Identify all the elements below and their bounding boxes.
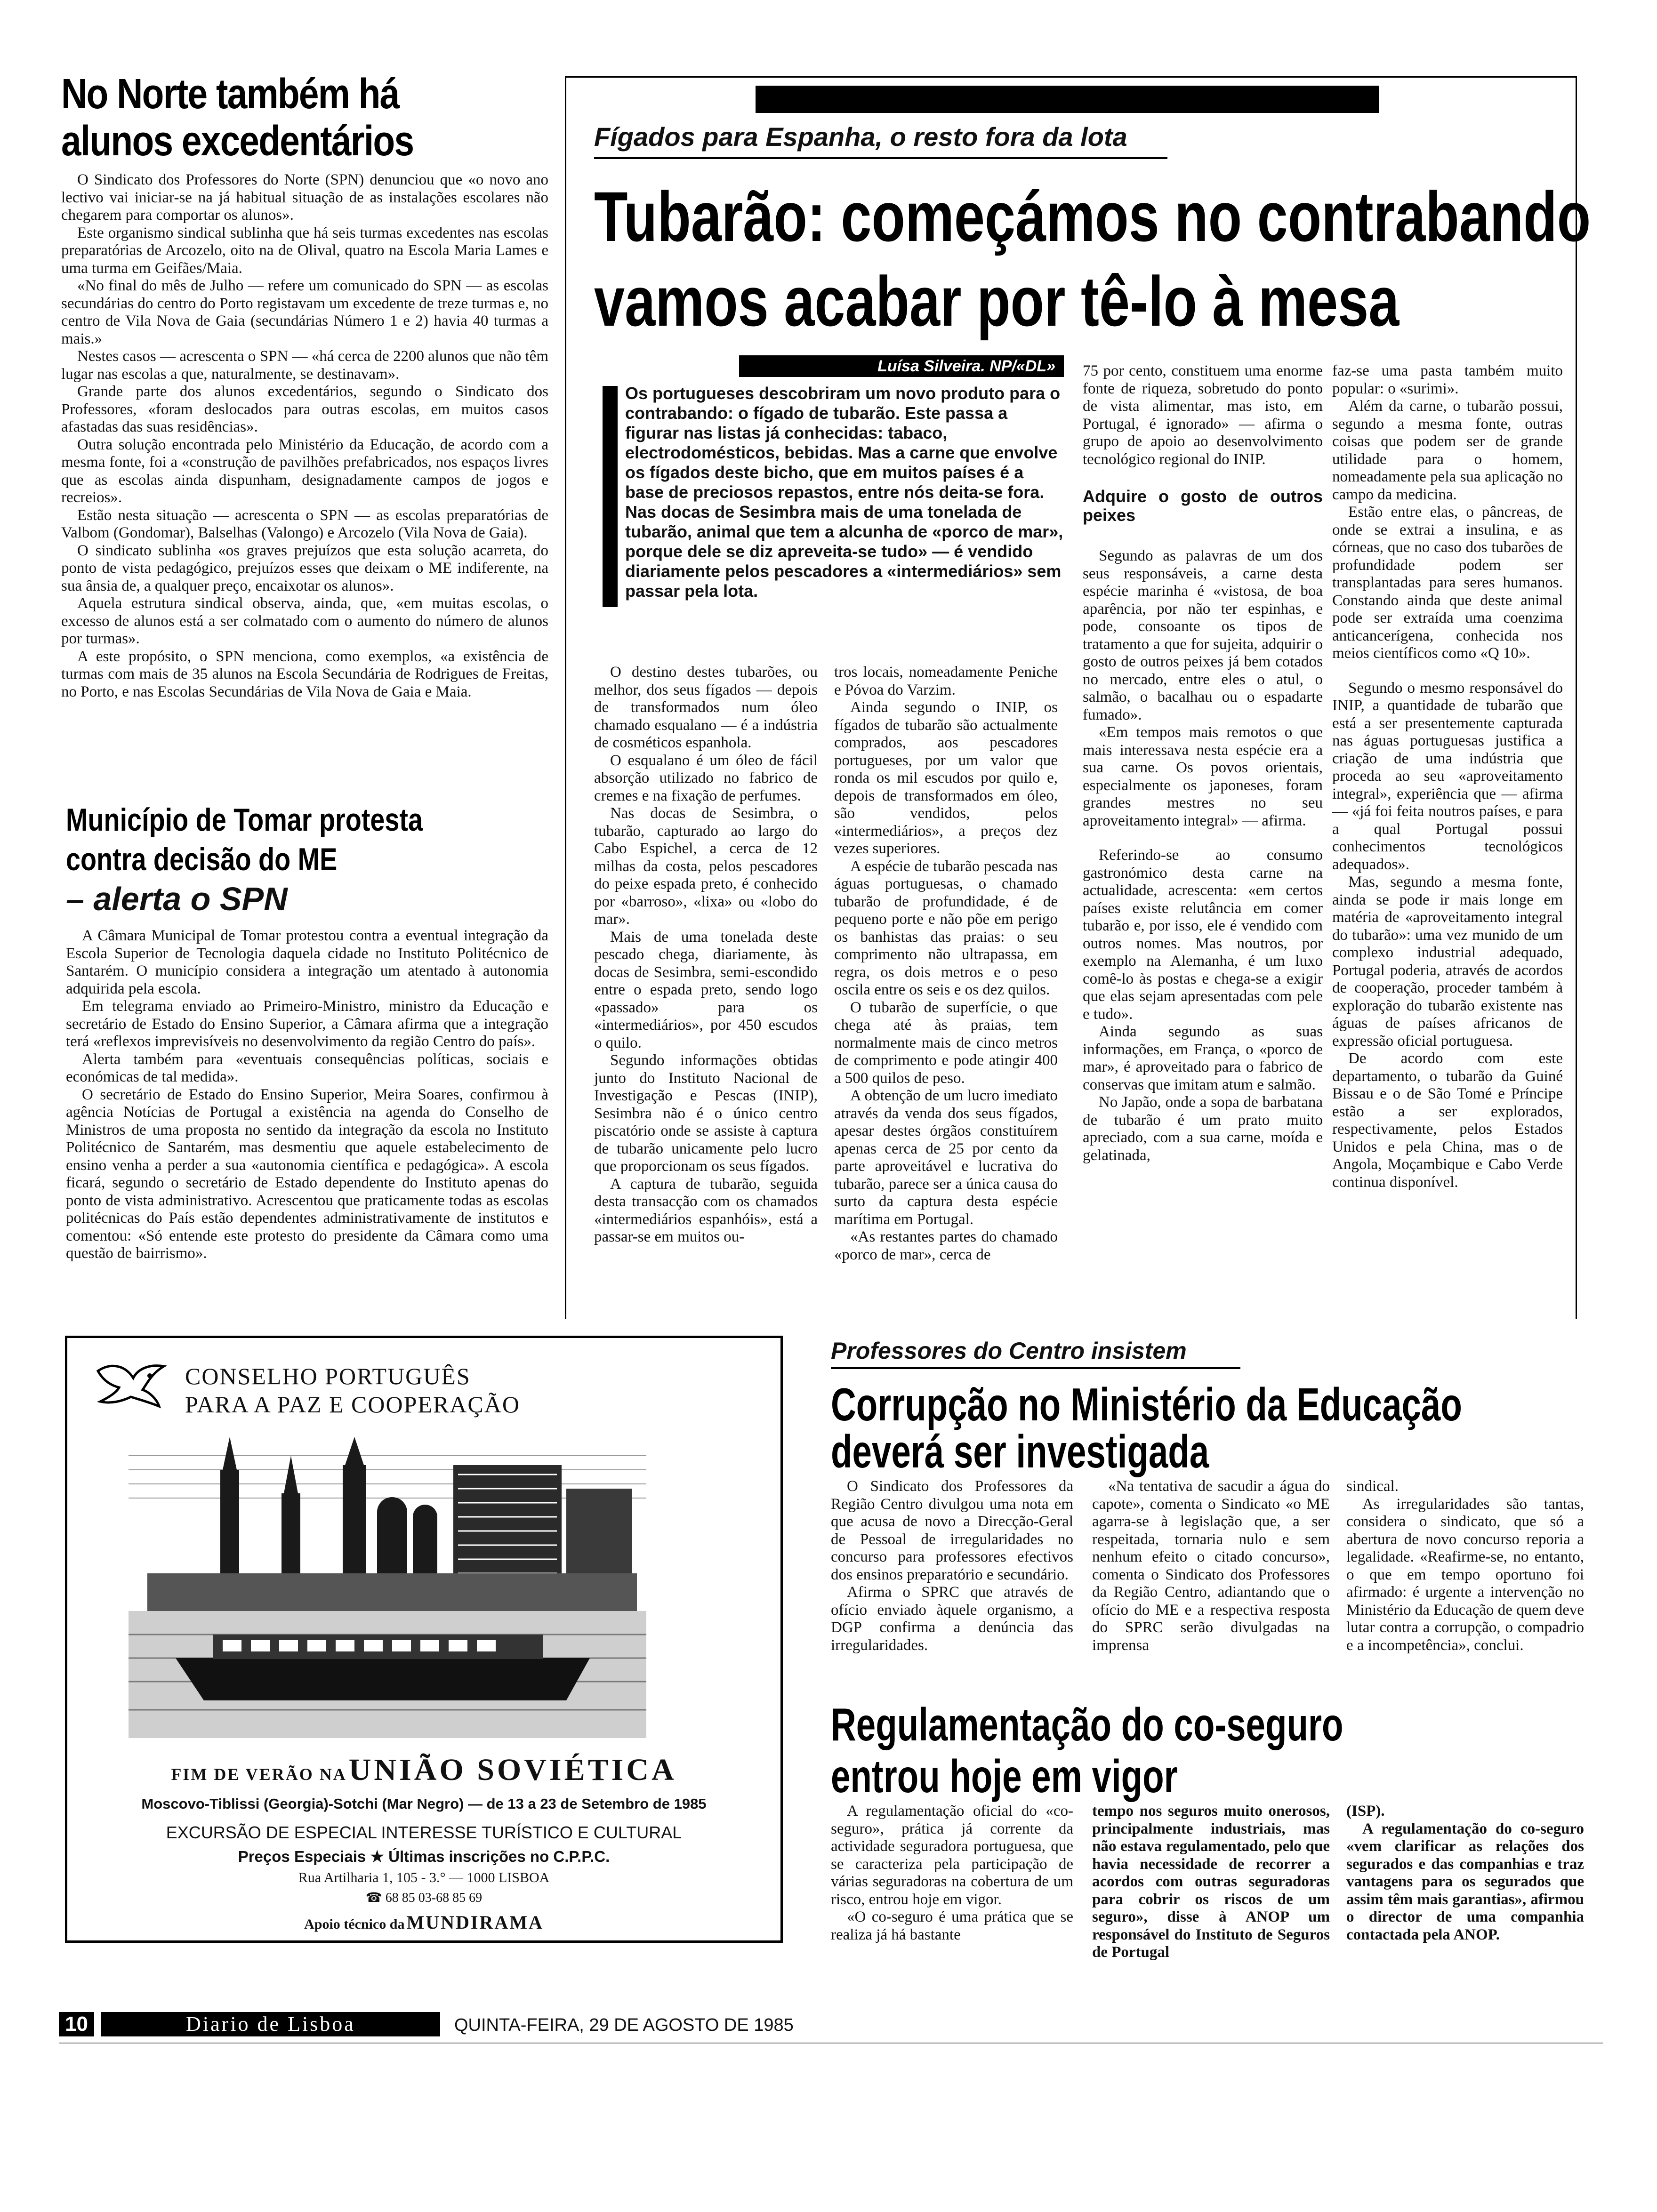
lead-bar: [603, 386, 618, 607]
paragraph: Estão nesta situação — acrescenta o SPN — as escolas preparatórias de Valbom (Gondomar), Balselhas (Valongo) e Arcozelo (Vila Nova de Gaia).: [61, 506, 548, 541]
paragraph: «Em tempos mais remotos o que mais interessava nesta espécie era a sua carne. Os povos orientais, especialmente os japoneses, foram grandes mestres no seu aproveitamento integral» — afirma.: [1083, 724, 1323, 829]
centro-kicker: Professores do Centro insistem: [831, 1338, 1187, 1364]
paragraph: O destino destes tubarões, ou melhor, dos seus fígados — depois de transformados num óleo chamado esqualano — é a indústria de cosméticos espanhola.: [594, 664, 818, 751]
paragraph: A captura de tubarão, seguida desta transacção com os chamados «intermediários espanhóis», está a passar-se em muitos ou-: [594, 1175, 818, 1245]
paragraph: De acordo com este departamento, o tubarão da Guiné Bissau e o de São Tomé e Príncipe estão a ser explorados, respectivamente, pelos Estados Unidos e pela China, mas o de Angola, Moçambique e Cabo Verde continua disponível.: [1332, 1050, 1563, 1191]
kicker-underline: [594, 157, 1167, 159]
centro-col-1: [831, 1478, 1073, 1654]
paragraph: O sindicato sublinha «os graves prejuízos que esta solução acarreta, do ponto de vista pedagógico, prejuízos esses que deixam o ME indiferente, na sua ânsia de, a qualquer preço, encaixotar os alunos».: [61, 542, 548, 594]
seguro-headline-1: Regulamentação do co-seguro: [831, 1699, 1343, 1750]
article-norte-headline: No Norte também há alunos excedentários: [61, 71, 414, 165]
paragraph: (ISP).: [1346, 1803, 1385, 1819]
article-norte: [61, 71, 548, 701]
paragraph: Além da carne, o tubarão possui, segundo a mesma fonte, outras coisas que podem ser de grande utilidade para o homem, nomeadamente pela sua aplicação no campo da medicina.: [1332, 398, 1563, 503]
paragraph: «No final do mês de Julho — refere um comunicado do SPN — as escolas secundárias do centro do Porto registavam um excedente de treze turmas e, no centro de Vila Nova de Gaia (secundárias Número 1 e 2) havia 40 turmas a mais.»: [61, 277, 548, 347]
article-norte-body: [61, 171, 548, 701]
paragraph: faz-se uma pasta também muito popular: o «surimi».: [1332, 362, 1563, 397]
seguro-col-3: [1346, 1803, 1584, 1944]
paragraph: A este propósito, o SPN menciona, como exemplos, «a existência de turmas com mais de 35 alunos na Escola Secundária de Rodrigues de Freitas, no Porto, e nas Escolas Secundárias de Vila Nova de Gaia e Maia.: [61, 648, 548, 700]
main-article-kicker: Fígados para Espanha, o resto fora da lota: [594, 122, 1127, 152]
paragraph: Afirma o SPRC que através de ofício enviado àquele organismo, a DGP confirma a denúncia das irregularidades.: [831, 1584, 1073, 1654]
paragraph: O Sindicato dos Professores do Norte (SPN) denunciou que «o novo ano lectivo vai iniciar-se na já habitual situação de as instalações escolares não chegarem para comportar os alunos».: [61, 171, 548, 224]
masthead: Diario de Lisboa: [101, 2012, 440, 2036]
paragraph: Em telegrama enviado ao Primeiro-Ministro, ministro da Educação e secretário de Estado do Ensino Superior, a Câmara afirma que a integração terá «reflexos imprevisíveis no desenvolvimento da região Centro do país».: [66, 998, 548, 1050]
main-col-1: [594, 664, 818, 1246]
main-col-3: [1083, 362, 1323, 1164]
footer-date: QUINTA-FEIRA, 29 DE AGOSTO DE 1985: [454, 2015, 794, 2035]
paragraph: Segundo as palavras de um dos seus responsáveis, a carne desta espécie marinha é «vistosa, de boa aparência, por não ter espinhas, e pode, consoante os tipos de tratamento a que for sujeita, adquirir o gosto de outros peixes já bem cotados no mercado, entre eles o atul, o salmão, o bacalhau ou o espadarte fumado».: [1083, 547, 1323, 723]
paragraph: Grande parte dos alunos excedentários, segundo o Sindicato dos Professores, «foram deslocados para outras escolas, em muitos casos afastadas das suas residências».: [61, 383, 548, 435]
paragraph: A regulamentação oficial do «co-seguro», prática já corrente da actividade seguradora portuguesa, que se caracteriza pela participação de várias seguradoras na cobertura de um risco, entrou hoje em vigor.: [831, 1803, 1073, 1908]
article-tomar-headline-1: Município de Tomar protesta: [66, 802, 423, 838]
paragraph: O Sindicato dos Professores da Região Centro divulgou uma nota em que acusa de novo a Direcção-Geral de Pessoal de irregularidades no concurso para professores efectivos dos ensinos preparatório e secundário.: [831, 1478, 1073, 1583]
advert-title-big: UNIÃO SOVIÉTICA: [348, 1753, 677, 1787]
paragraph: O secretário de Estado do Ensino Superior, Meira Soares, confirmou à agência Notícias de Portugal a existência na agenda do Conselho de Ministros de uma proposta no sentido da integração da escola no Instituto Politécnico de Santarém, mas desmentiu que aquele estabelecimento de ensino venha a perder a sua «autonomia científica e pedagógica». A escola ficará, segundo o secretário de Estado dependente do Instituto apenas do ponto de vista administrativo. Acrescentou que praticamente todas as escolas politécnicas do País estão dependentes administrativamente de institutos e comentou: «Só entende este protesto do presidente da Câmara como uma questão de bairrismo».: [66, 1086, 548, 1262]
paragraph: A Câmara Municipal de Tomar protestou contra a eventual integração da Escola Superior de Tecnologia daquela cidade no Instituto Politécnico de Santarém. O município considera a integração um atentado à autonomia adquirida pela escola.: [66, 927, 548, 997]
paragraph: Este organismo sindical sublinha que há seis turmas excedentes nas escolas preparatórias de Arcozelo, oito na de Olival, quatro na Escola Maria Lames e uma turma em Geifães/Maia.: [61, 224, 548, 277]
paragraph: «As restantes partes do chamado «porco de mar», cerca de: [834, 1228, 1058, 1263]
page-number: 10: [59, 2012, 94, 2036]
advert-phone: ☎ 68 85 03-68 85 69: [365, 1891, 483, 1905]
paragraph: O esqualano é um óleo de fácil absorção utilizado no fabrico de cremes e na fixação de perfumes.: [594, 752, 818, 804]
advert-org-line-1: CONSELHO PORTUGUÊS: [185, 1363, 471, 1389]
paragraph: Nestes casos — acrescenta o SPN — «há cerca de 2200 alunos que não têm lugar nas escolas a que, naturalmente, se destinavam».: [61, 348, 548, 383]
seguro-col-2: [1092, 1803, 1330, 1962]
dove-icon: [93, 1357, 169, 1413]
advert-org-line-2: PARA A PAZ E COOPERAÇÃO: [185, 1391, 520, 1418]
advert-excursion: EXCURSÃO DE ESPECIAL INTERESSE TURÍSTICO E CULTURAL: [166, 1823, 682, 1842]
paragraph: «O co-seguro é uma prática que se realiza já há bastante: [831, 1908, 1073, 1943]
paragraph: Outra solução encontrada pelo Ministério da Educação, de acordo com a mesma fonte, foi a «construção de pavilhões prefabricados, nos espaços livres que as escolas ainda dispunham, designadamente campos de jogos e recreios».: [61, 436, 548, 506]
paragraph: Referindo-se ao consumo gastronómico desta carne na actualidade, acrescenta: «em certos países existe relutância em comer tubarão e, por isso, ele é vendido com outros nomes. Mas noutros, por exemplo na Alemanha, é um luxo comê-lo às postas e chega-se a exigir que elas sejam apresentadas com pele e tudo».: [1083, 847, 1323, 1023]
moscow-skyline-illustration: [129, 1437, 646, 1738]
paragraph: As irregularidades são tantas, considera o sindicato, que só a abertura de novo concurso reporia a legalidade. «Reafirme-se, no entanto, o que em tempo oportuno foi afirmado: é urgente a intervenção no Ministério da Educação de quem deve lutar contra a corrupção, o compadrio e a incompetência», conclui.: [1346, 1495, 1584, 1654]
centro-kicker-underline: [831, 1367, 1240, 1369]
subheading: Adquire o gosto de outros peixes: [1083, 487, 1323, 525]
paragraph: A regulamentação do co-seguro «vem clarificar as relações dos segurados e das companhias e traz vantagens para os segurados que assim têm mais garantias», afirmou o director de uma companhia contactada pela ANOP.: [1346, 1820, 1584, 1943]
main-col-4: [1332, 362, 1563, 1191]
centro-col-2: [1092, 1478, 1330, 1654]
page-footer: [59, 2012, 794, 2039]
article-tomar-body: [66, 927, 548, 1263]
main-col-2: [834, 664, 1058, 1264]
paragraph: O tubarão de superfície, o que chega até às praias, tem normalmente mais de cinco metros de comprimento e pode atingir 400 a 500 quilos de peso.: [834, 999, 1058, 1087]
advert-support-brand: MUNDIRAMA: [406, 1912, 544, 1933]
advert-support-prefix: Apoio técnico da: [304, 1916, 405, 1932]
main-article-lead: Os portugueses descobriram um novo produto para o contrabando: o fígado de tubarão. Este passa a figurar nas listas já conhecidas: tabaco, electrodomésticos, bebidas. Mas a carne que envolve os fígados deste bicho, que em muitos países é a base de preciosos repastos, entre nós deita-se fora. Nas docas de Sesimbra mais de uma tonelada de tubarão, animal que tem a alcunha de «porco de mar», porque dele se diz apreveita-se tudo» — é vendido diariamente pelos pescadores a «intermediários» sem passar pela lota.: [625, 384, 1063, 601]
advert-address: Rua Artilharia 1, 105 - 3.° — 1000 LISBOA: [298, 1870, 550, 1885]
paragraph: «Na tentativa de sacudir a água do capote», comenta o Sindicato «o ME agarra-se à legislação que, a ser respeitada, tornaria nulo e sem nenhum efeito o citado concurso», comenta o Sindicato dos Professores da Região Centro, adiantando que o ofício do ME e a respectiva resposta do SPRC serão divulgadas na imprensa: [1092, 1478, 1330, 1654]
main-article-headline-1: Tubarão: começámos no contrabando: [594, 177, 1591, 256]
paragraph: Alerta também para «eventuais consequências políticas, sociais e económicas de tal medida».: [66, 1050, 548, 1085]
paragraph: Segundo informações obtidas junto do Instituto Nacional de Investigação e Pescas (INIP), Sesimbra não é o único centro piscatório onde se assiste à captura de tubarão unicamente pelo lucro que proporcionam os seus fígados.: [594, 1052, 818, 1175]
paragraph: Estão entre elas, o pâncreas, de onde se extrai a insulina, e as córneas, que no caso dos tubarões de profundidade podem ser transplantadas para seres humanos. Constando ainda que deste animal pode ser extraída uma coenzima anticancerígena, conhecida nos meios científicos como «Q 10».: [1332, 504, 1563, 662]
article-tomar: [66, 800, 548, 1263]
paragraph: sindical.: [1346, 1478, 1399, 1495]
advert-route: Moscovo-Tiblissi (Georgia)-Sotchi (Mar Negro) — de 13 a 23 de Setembro de 1985: [141, 1795, 707, 1812]
paragraph: Nas docas de Sesimbra, o tubarão, capturado ao largo do Cabo Espichel, a cerca de 12 milhas da costa, pelos pescadores do peixe espada preto, é conhecido por «barroso», «lixa» ou «lobo do mar».: [594, 805, 818, 928]
advert-support: [67, 1911, 780, 1933]
footer-rule: [59, 2043, 1603, 2044]
byline-bar: [739, 355, 1064, 377]
seguro-col-1: [831, 1803, 1073, 1944]
article-tomar-headline-3: – alerta o SPN: [66, 881, 288, 917]
centro-headline-1: Corrupção no Ministério da Educação: [831, 1378, 1462, 1430]
advert-box: [65, 1336, 783, 1943]
paragraph: Aquela estrutura sindical observa, ainda, que, «em muitas escolas, o excesso de alunos está a ser colmatado com o aumento do número de alunos por turmas».: [61, 595, 548, 647]
article-tomar-headline-2: contra decisão do ME: [66, 842, 338, 877]
centro-col-3: [1346, 1478, 1584, 1654]
paragraph: Ainda segundo o INIP, os fígados de tubarão são actualmente comprados, aos pescadores portugueses, por um valor que ronda os mil escudos por quilo e, depois de transformados em óleo, são vendidos, pelos «intermediários», a preços dez vezes superiores.: [834, 699, 1058, 857]
paragraph: A obtenção de um lucro imediato através da venda dos seus fígados, apesar destes órgãos constituírem apenas cerca de 25 por cento da parte aproveitável e lucrativa do tubarão, parece ser a única causa do surto da captura desta espécie marítima em Portugal.: [834, 1087, 1058, 1228]
paragraph: Mas, segundo a mesma fonte, ainda se pode ir mais longe em matéria de «aproveitamento integral do tubarão»: uma vez munido de um complexo industrial adequado, Portugal poderia, através de acordos de cooperação, proceder também à exploração do tubarão existente nas águas de países africanos de expressão oficial portuguesa.: [1332, 874, 1563, 1050]
paragraph: tros locais, nomeadamente Peniche e Póvoa do Varzim.: [834, 664, 1058, 698]
main-article-top-bar: [756, 86, 1379, 113]
paragraph: Mais de uma tonelada deste pescado chega, diariamente, às docas de Sesimbra, semi-escondido entre o espada preto, sendo logo «passado» para os «intermediários», por 450 escudos o quilo.: [594, 928, 818, 1051]
paragraph: A espécie de tubarão pescada nas águas portuguesas, o chamado tubarão de profundidade, é de pequeno porte e não põe em perigo os banhistas das praias: o seu comprimento não ultrapassa, em regra, os dois metros e o peso oscila entre os seis e os dez quilos.: [834, 858, 1058, 998]
advert-title: [67, 1752, 780, 1788]
paragraph: Segundo o mesmo responsável do INIP, a quantidade de tubarão que está a ser presentemente capturada nas águas portuguesas justifica a criação de uma indústria que proceda ao seu «aproveitamento integral», experiência que — afirma — «já foi feita noutros países, e para a qual Portugal possui conhecimentos tecnológicos adequados».: [1332, 679, 1563, 873]
paragraph: Ainda segundo as suas informações, em França, o «porco de mar», é aproveitado para o fabrico de conservas que imitam atum e salmão.: [1083, 1023, 1323, 1093]
seguro-headline-2: entrou hoje em vigor: [831, 1750, 1178, 1802]
centro-headline-2: deverá ser investigada: [831, 1426, 1209, 1477]
advert-prices: Preços Especiais ★ Últimas inscrições no C.P.P.C.: [238, 1848, 610, 1865]
byline: Luísa Silveira. NP/«DL»: [877, 357, 1055, 375]
advert-title-small: FIM DE VERÃO NA: [171, 1765, 347, 1784]
main-article-headline-2: vamos acabar por tê-lo à mesa: [594, 262, 1400, 341]
paragraph: No Japão, onde a sopa de barbatana de tubarão é um prato muito apreciado, com a sua carne, moída e gelatinada,: [1083, 1094, 1323, 1164]
paragraph: 75 por cento, constituem uma enorme fonte de riqueza, sobretudo do ponto de vista alimentar, mas isto, em Portugal, é ignorado» — afirma o grupo de apoio ao desenvolvimento tecnológico regional do INIP.: [1083, 362, 1323, 468]
paragraph: tempo nos seguros muito onerosos, principalmente industriais, mas não estava regulamentado, pelo que havia necessidade de recorrer a acordos com outras seguradoras para cobrir os riscos de um seguro», disse à ANOP um responsável do Instituto de Seguros de Portugal: [1092, 1803, 1330, 1961]
